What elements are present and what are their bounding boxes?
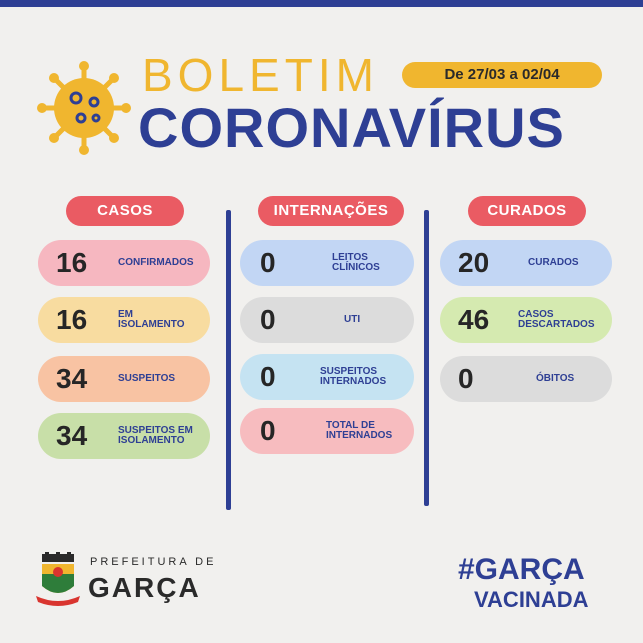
- heading-internacoes: INTERNAÇÕES: [258, 196, 404, 226]
- top-bar: [0, 0, 643, 7]
- title-boletim: BOLETIM: [142, 49, 379, 101]
- city-crest-icon: [36, 552, 80, 608]
- title-coronavirus: CORONAVÍRUS: [138, 96, 565, 159]
- stat-label: SUSPEITOS EM ISOLAMENTO: [118, 425, 193, 446]
- stat-label: CASOS DESCARTADOS: [518, 309, 595, 330]
- prefeitura-label: PREFEITURA DE: [90, 556, 217, 568]
- stat-label: SUSPEITOS: [118, 373, 176, 384]
- stat-label: LEITOS CLÍNICOS: [332, 252, 380, 273]
- stat-value: 34: [56, 363, 88, 394]
- stat-value: 20: [458, 247, 490, 278]
- stat-suspeitos: [38, 356, 210, 402]
- hashtag-line2: VACINADA: [474, 587, 589, 612]
- stat-obitos: [440, 356, 612, 402]
- stat-confirmados: [38, 240, 210, 286]
- heading-curados: CURADOS: [468, 196, 586, 226]
- stat-label: TOTAL DE INTERNADOS: [326, 420, 393, 441]
- stat-label: CURADOS: [528, 257, 579, 268]
- stat-label: UTI: [344, 314, 361, 325]
- city-name: GARÇA: [88, 572, 201, 603]
- column-divider-left: [226, 210, 231, 510]
- stat-label: EM ISOLAMENTO: [118, 309, 185, 330]
- stat-suspeitos-em-isolamento: [38, 413, 210, 459]
- stat-leitos-clinicos: [240, 240, 414, 286]
- stat-value: 0: [458, 363, 474, 394]
- stat-casos-descartados: [440, 297, 612, 343]
- stat-label: ÓBITOS: [536, 373, 575, 384]
- stat-value: 0: [260, 247, 276, 278]
- stat-value: 16: [56, 247, 88, 278]
- stat-label: CONFIRMADOS: [118, 257, 194, 268]
- stat-em-isolamento: [38, 297, 210, 343]
- stat-value: 0: [260, 415, 276, 446]
- column-divider-right: [424, 210, 429, 506]
- date-range-badge: De 27/03 a 02/04: [402, 62, 602, 88]
- virus-icon: [36, 60, 132, 156]
- stat-label: SUSPEITOS INTERNADOS: [320, 366, 387, 387]
- stat-suspeitos-internados: [240, 354, 414, 400]
- stat-value: 46: [458, 304, 490, 335]
- hashtag-line1: #GARÇA: [458, 553, 585, 586]
- stat-curados: [440, 240, 612, 286]
- prefeitura-logo: [30, 550, 230, 610]
- stat-value: 0: [260, 361, 276, 392]
- stat-value: 16: [56, 304, 88, 335]
- heading-casos: CASOS: [66, 196, 184, 226]
- stat-value: 0: [260, 304, 276, 335]
- stat-value: 34: [56, 420, 88, 451]
- stat-total-de-internados: [240, 408, 414, 454]
- stat-uti: [240, 297, 414, 343]
